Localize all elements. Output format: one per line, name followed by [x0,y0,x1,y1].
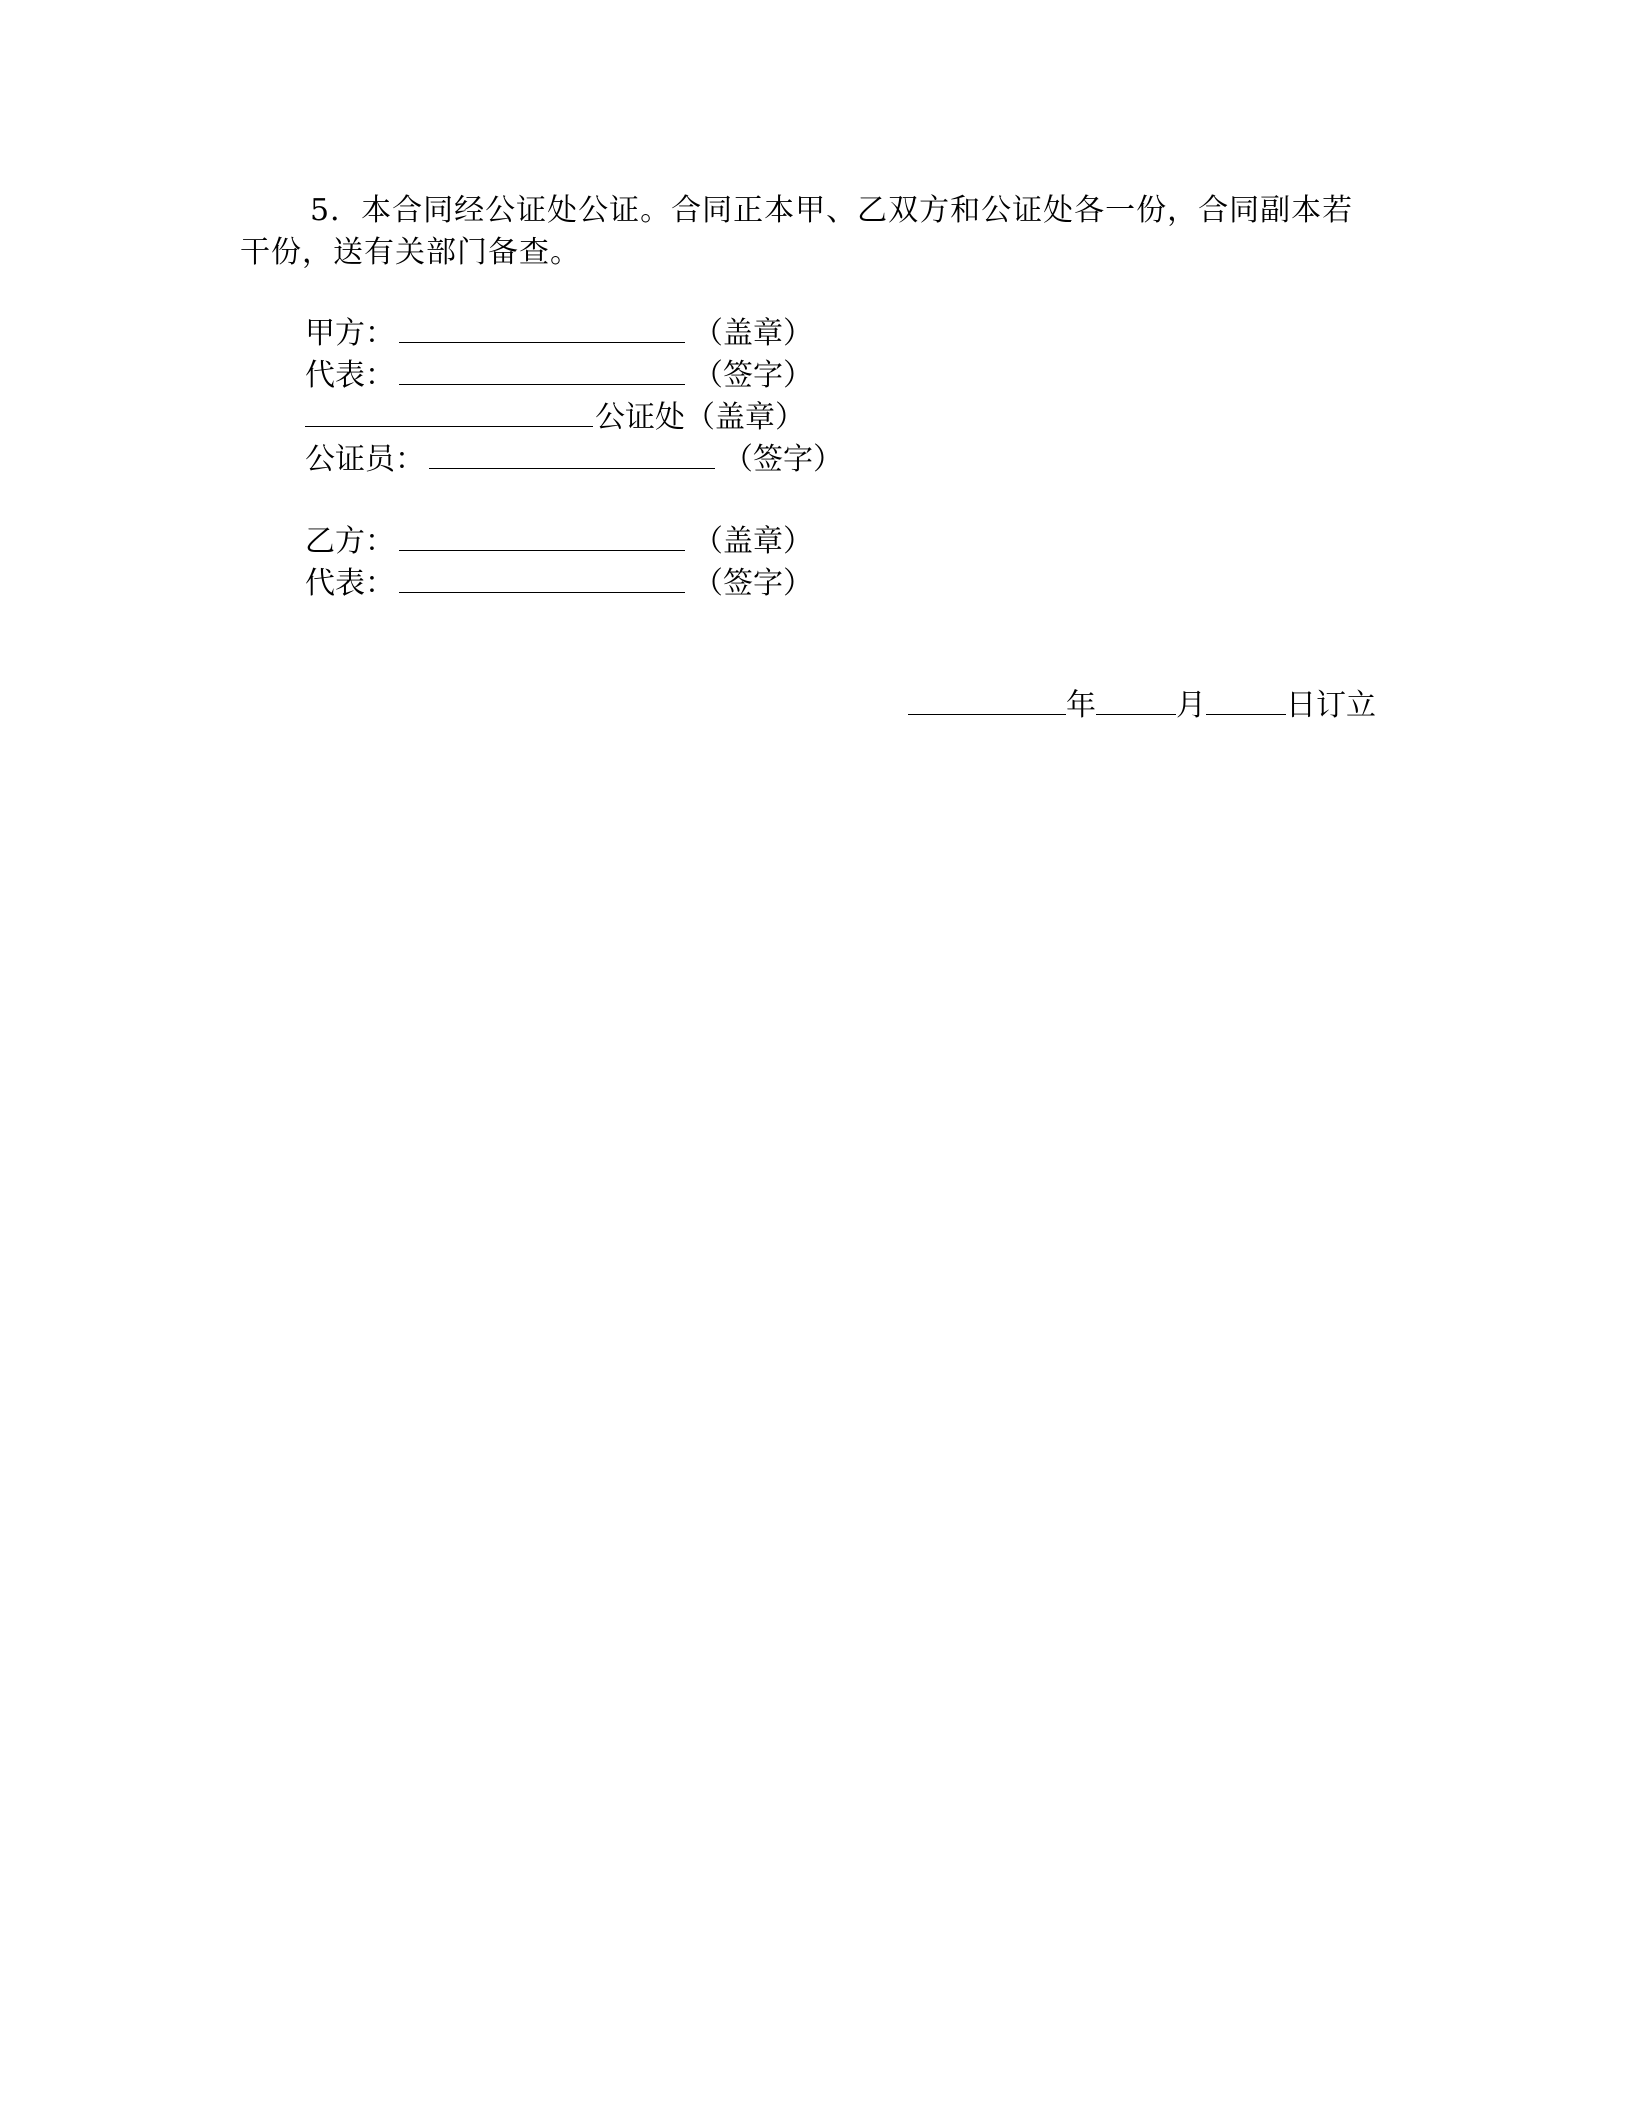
party-a-blank[interactable] [399,312,685,343]
month-blank[interactable] [1096,684,1176,715]
notary-office-blank[interactable] [305,396,593,427]
party-b-representative-line [305,562,813,604]
party-a-seal-note: （盖章） [693,316,813,351]
clause-5-paragraph: 5．本合同经公证处公证。合同正本甲、乙双方和公证处各一份，合同副本若干份，送有关部门备查。 [240,193,1354,270]
notary-label: 公证员： [305,442,425,477]
party-a-rep-blank[interactable] [399,354,685,385]
party-b-seal-note: （盖章） [693,524,813,559]
month-label: 月 [1176,688,1206,723]
party-a-seal-line [305,312,813,354]
party-a-label: 甲方： [305,316,395,351]
party-b-seal-line [305,520,813,562]
party-b-blank[interactable] [399,520,685,551]
party-b-rep-blank[interactable] [399,562,685,593]
notary-office-seal-note: （盖章） [685,400,805,435]
notary-office-label: 公证处 [595,400,685,435]
notary-sign-line [305,438,843,480]
party-a-rep-sign-note: （签字） [693,358,813,393]
year-label: 年 [1066,688,1096,723]
party-b-rep-sign-note: （签字） [693,566,813,601]
party-a-rep-label: 代表： [305,358,395,393]
party-a-representative-line [305,354,813,396]
signing-date-line [908,684,1376,726]
day-established-label: 日订立 [1286,688,1376,723]
notary-office-seal-line [305,396,805,438]
notary-blank[interactable] [429,438,715,469]
notary-sign-note: （签字） [723,442,843,477]
year-blank[interactable] [908,684,1066,715]
day-blank[interactable] [1206,684,1286,715]
party-b-label: 乙方： [305,524,395,559]
party-b-rep-label: 代表： [305,566,395,601]
